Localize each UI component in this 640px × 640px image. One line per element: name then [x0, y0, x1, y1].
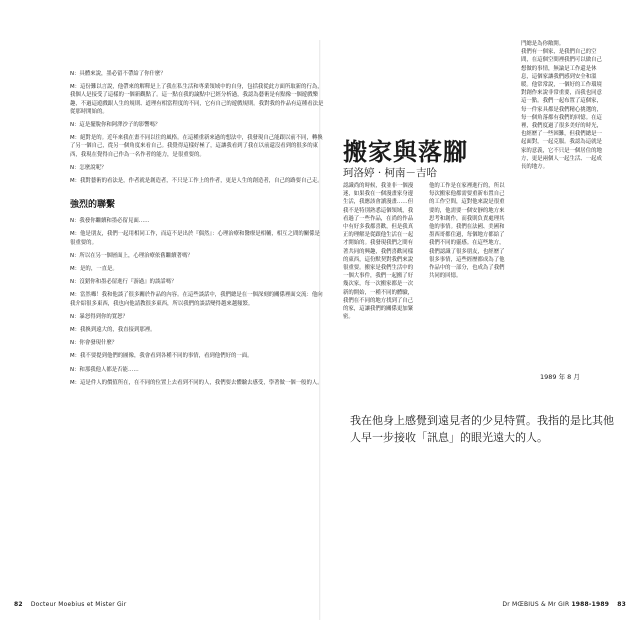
paragraph: N：你會發現什麼？: [70, 340, 118, 347]
paragraph: N：暴怒得到你的寬恕？: [70, 313, 128, 320]
section-heading: 強烈的聯繫: [70, 200, 116, 211]
paragraph: M：當然囉！我和他談了很多關於作品的內容。在這些談話中，我們總是在一個深刻的關係裡面交流：他向我介紹很多東西，我也向他請教很多東西，所以我們的談話變得越來越頻繁。: [70, 292, 323, 307]
paragraph: M：這是件人的價值所在，在不同的位置上去看到不同的人，我們要去體驗去感受，學著做一個一般的人。: [70, 379, 323, 386]
text-column-1: 認識尚的時候，我並非一個漫迷，如果我在一個漫畫家身邊生活，我應該會讀漫畫……但我不是特別熟悉這個領域，我看過了一些作品，在尚的作品中有好多我都喜歡，但是我真正的理解是從跟他生活在一起才開始的。我發現我們之間有著共同的興趣，我們喜歡同樣的東西，這份默契對我們來說很重要。搬家是我們生活中的一個大事件，我們一起搬了好幾次家，每一次搬家都是一次新的開始，一種不同的體驗，我們在不同的地方找到了自己的家，這讓我們的關係更加緊密。: [343, 183, 414, 321]
running-years: 1988-1989: [571, 601, 610, 608]
running-title: Dr MŒBIUS & Mr GIR: [502, 601, 570, 608]
right-page: [335, 41, 635, 590]
paragraph: M：我對藝術的看法是，作者就是創造者，不只是工作上的作者，更是人生的創造者，自己的路要自己走。: [70, 178, 323, 185]
paragraph: N：具體來說，墨必留不帶給了你什麼？: [70, 71, 166, 77]
text-column-2: 他的工作是在家裡進行的，所以每次搬家他都需要重新布置自己的工作空間，這對他來說是很重要的，他需要一個安靜的地方來思考和創作，而我則負責處理其他的事情。我們在法國、美國和墨西哥都住過，每個地方都給了我們不同的靈感。在這些地方，我們認識了很多朋友，也經歷了很多事情，這些經歷都成為了他作品中的一部分，也成為了我們共同的回憶。: [429, 183, 505, 280]
paragraph: M：絕對是的。近年來我在畫不同以往的風格。在這種重新來過的想法中，我發現自己能跟以前不同，轉換了另一個自己，從另一個角度來看自己。我覺得這樣好極了，這讓我看到了我在以前還沒看到的很多的東西，我現在覺得自己作為一名作者的能力，是很重要的。: [70, 135, 323, 158]
article-title: 搬家與落腳: [343, 137, 468, 166]
text-column-3: 門總是為你敞開。 我們有一個家，是我們自己的空間，在這個空間裡我們可以做自己想做的事情，無論是工作還是休息，這個家讓我們感到安全和溫暖。他常常說，一個好的工作環境對創作來說非常重要，而我也同意這一點。我們一起布置了這個家，每一件家具都是我們精心挑選的，每一個角落都有我們的回憶。在這裡，我們度過了很多美好的時光，也經歷了一些困難，但我們總是一起面對，一起克服。我認為這就是家的意義，它不只是一個居住的地方，更是兩個人一起生活、一起成長的地方。: [521, 41, 602, 171]
pull-quote: 我在他身上感覺到遠見者的少見特質。我指的是比其他人早一步接收「訊息」的眼光遠大的人。: [350, 414, 614, 444]
paragraph: N：這是擺脫你和阿澤沙子的影響嗎？: [70, 122, 161, 129]
paragraph: M：我換到遠大的，我直接到那裡。: [70, 327, 156, 334]
paragraph: N：所以在另一個層面上，心理治療依舊繼續著嗎？: [70, 252, 193, 259]
running-title: Docteur Moebius et Mister Gir: [30, 601, 127, 608]
paragraph: M：我不要提到他們的圖像，我會看到各種不同的事情，看到他們好的一面。: [70, 353, 253, 360]
article-date: 1989 年 8 月: [540, 373, 580, 381]
paragraph: M：這份難以言說，他帶來的解釋是上了我在私生活和專業領域中的自身，包括我從此方面所取新的行為，我個人是接受了這樣的一個新觀點了。這一點在我的論點中已經分析過，我認為藝術是有點像一個遊戲樂趣，不過這遊戲跟人生的規則、道理有相當程度的不同，它有自己的遊戲規則。我對我的作品有這種看法是從那時開始的。: [70, 84, 324, 115]
page-number: 83: [617, 601, 626, 608]
page-number: 82: [14, 601, 23, 608]
left-page: [70, 70, 325, 590]
paragraph: N：和那我他人都是否能……: [70, 366, 139, 373]
left-footer: [8, 601, 126, 608]
paragraph: M：是的，一直是。: [70, 266, 118, 273]
paragraph: M：他是朋友，我們一起用相同工作，而這不是出於『偶然』：心理治療和醫療是相輔，相互之間的關係是很重要的。: [70, 231, 320, 246]
paragraph: N：怎麼說呢？: [70, 164, 107, 171]
right-footer: [502, 601, 632, 608]
article-author: 珂洛婷 · 柯南－吉哈: [343, 167, 438, 179]
paragraph: N：我發你繼續和墨必留見面……: [70, 218, 150, 225]
paragraph: N：沒錯你和墨必留進行『游過』的談話嗎？: [70, 279, 177, 286]
